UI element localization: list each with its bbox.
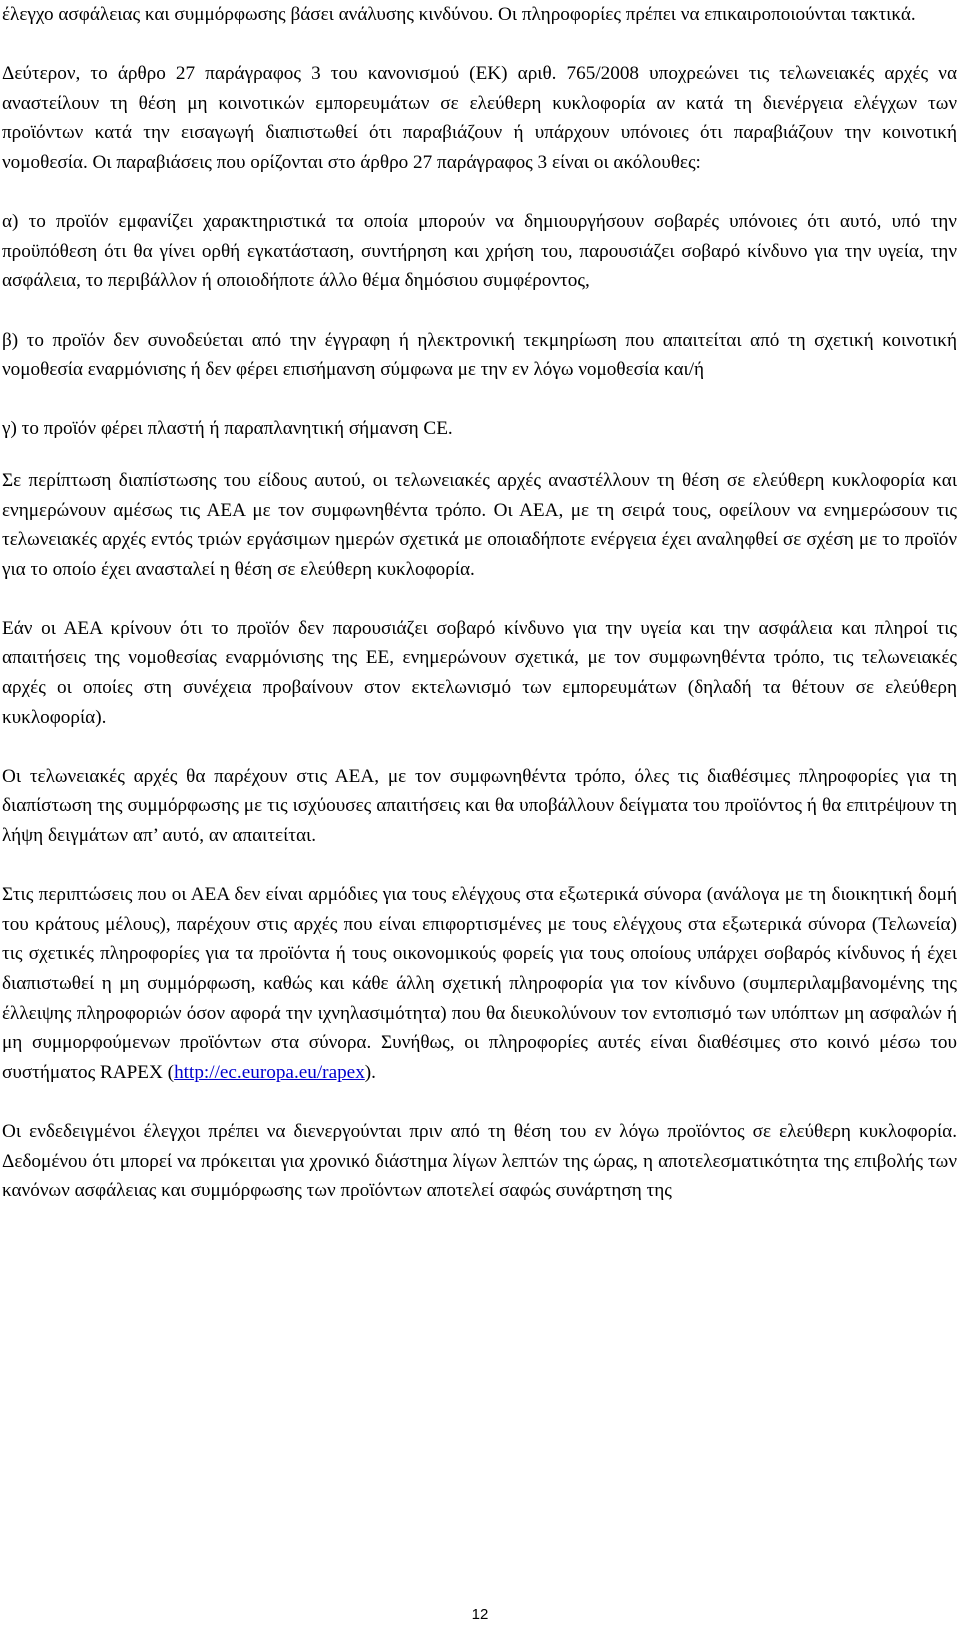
page-number: 12 — [471, 1606, 489, 1623]
list-item-b: β) το προϊόν δεν συνοδεύεται από την έγγραφη ή ηλεκτρονική τεκμηρίωση που απαιτείται από τη σχετική κοινοτική νομοθεσία εναρμόνισης ή δεν φέρει επισήμανση σύμφωνα με την εν λόγω νομοθεσία και/ή — [2, 329, 957, 381]
paragraph-controls-timing: Οι ενδεδειγμένοι έλεγχοι πρέπει να διενεργούνται πριν από τη θέση του εν λόγω προϊόντος σε ελεύθερη κυκλοφορία. Δεδομένου ότι μπορεί να πρόκειται για χρονικό διάστημα λίγων λεπτών της ώρας, η αποτελεσματικότητα της επιβολής των κανόνων ασφάλειας και συμμόρφωσης των προϊόντων αποτελεί σαφώς συνάρτηση της — [2, 1120, 957, 1202]
rapex-link[interactable]: http://ec.europa.eu/rapex — [174, 1061, 365, 1083]
list-item-a: α) το προϊόν εμφανίζει χαρακτηριστικά τα οποία μπορούν να δημιουργήσουν σοβαρές υπόνοιες ότι αυτό, υπό την προϋπόθεση ότι θα γίνει ορθή εγκατάσταση, συντήρηση και χρήση του, παρουσιάζει σοβαρό κίνδυνο για την υγεία, την ασφάλεια, το περιβάλλον ή οποιοδήποτε άλλο θέμα δημόσιου συμφέροντος, — [2, 211, 957, 292]
paragraph-article-27: Δεύτερον, το άρθρο 27 παράγραφος 3 του κανονισμού (ΕΚ) αριθ. 765/2008 υποχρεώνει τις τελωνειακές αρχές να αναστείλουν τη θέση μη κοινοτικών εμπορευμάτων σε ελεύθερη κυκλοφορία αν κατά τη διενέργεια ελέγχων των προϊόντων κατά την εισαγωγή διαπιστωθεί ότι παραβιάζουν ή υπάρχουν υπόνοιες ότι παραβιάζουν την κοινοτική νομοθεσία. Οι παραβιάσεις που ορίζονται στο άρθρο 27 παράγραφος 3 είναι οι ακόλουθες: — [2, 63, 957, 173]
paragraph-information-sharing: Οι τελωνειακές αρχές θα παρέχουν στις ΑΕΑ, με τον συμφωνηθέντα τρόπο, όλες τις διαθέσιμες πληροφορίες για τη διαπίστωση της συμμόρφωσης με τις ισχύουσες απαιτήσεις και θα υποβάλλουν δείγματα του προϊόντος ή θα επιτρέψουν τη λήψη δειγμάτων απ’ αυτό, αν απαιτείται. — [2, 765, 957, 847]
paragraph-rapex — [2, 880, 957, 1087]
paragraph-release: Εάν οι ΑΕΑ κρίνουν ότι το προϊόν δεν παρουσιάζει σοβαρό κίνδυνο για την υγεία και την ασφάλεια και πληροί τις απαιτήσεις της νομοθεσίας εναρμόνισης της ΕΕ, ενημερώνουν σχετικά, με τον συμφωνηθέντα τρόπο, τις τελωνειακές αρχές οι οποίες στη συνέχεια προβαίνουν στον εκτελωνισμό των εμπορευμάτων (δηλαδή τα θέτουν σε ελεύθερη κυκλοφορία). — [2, 617, 957, 728]
rapex-text-end: ). — [364, 1061, 376, 1083]
paragraph-intro-continuation: έλεγχο ασφάλειας και συμμόρφωσης βάσει ανάλυσης κινδύνου. Οι πληροφορίες πρέπει να επικαιροποιούνται τακτικά. — [2, 4, 916, 25]
list-item-c: γ) το προϊόν φέρει πλαστή ή παραπλανητική σήμανση CE. — [2, 418, 453, 440]
document-page — [2, 0, 957, 1206]
paragraph-suspension: Σε περίπτωση διαπίστωσης του είδους αυτού, οι τελωνειακές αρχές αναστέλλουν τη θέση σε ελεύθερη κυκλοφορία και ενημερώνουν αμέσως τις ΑΕΑ με τον συμφωνηθέντα τρόπο. Οι ΑΕΑ, με τη σειρά τους, οφείλουν να ενημερώσουν τις τελωνειακές αρχές εντός τριών εργάσιμων ημερών σχετικά με οποιαδήποτε ενέργεια έχει αναληφθεί σε σχέση με το προϊόν για το οποίο έχει ανασταλεί η θέση σε ελεύθερη κυκλοφορία. — [2, 469, 957, 580]
rapex-text: Στις περιπτώσεις που οι ΑΕΑ δεν είναι αρμόδιες για τους ελέγχους στα εξωτερικά σύνορα (ανάλογα με τη διοικητική δομή του κράτους μέλους), παρέχουν στις αρχές που είναι επιφορτισμένες με τους ελέγχους στα εξωτερικά σύνορα (Τελωνεία) τις σχετικές πληροφορίες για τα προϊόντα ή τους οικονομικούς φορείς για τους οποίους υπάρχει σοβαρός κίνδυνος ή έχει διαπιστωθεί η μη συμμόρφωση, καθώς και κάθε άλλη σχετική πληροφορία για τον κίνδυνο (συμπεριλαμβανομένης της έλλειψης πληροφοριών όσον αφορά την ιχνηλασιμότητα) που θα διευκολύνουν τον εντοπισμό των υπόπτων μη ασφαλών ή μη συμμορφούμενων προϊόντων στα σύνορα. Συνήθως, οι πληροφορίες αυτές είναι διαθέσιμες στο κοινό μέσω του συστήματος RAPEX ( — [2, 884, 957, 1083]
